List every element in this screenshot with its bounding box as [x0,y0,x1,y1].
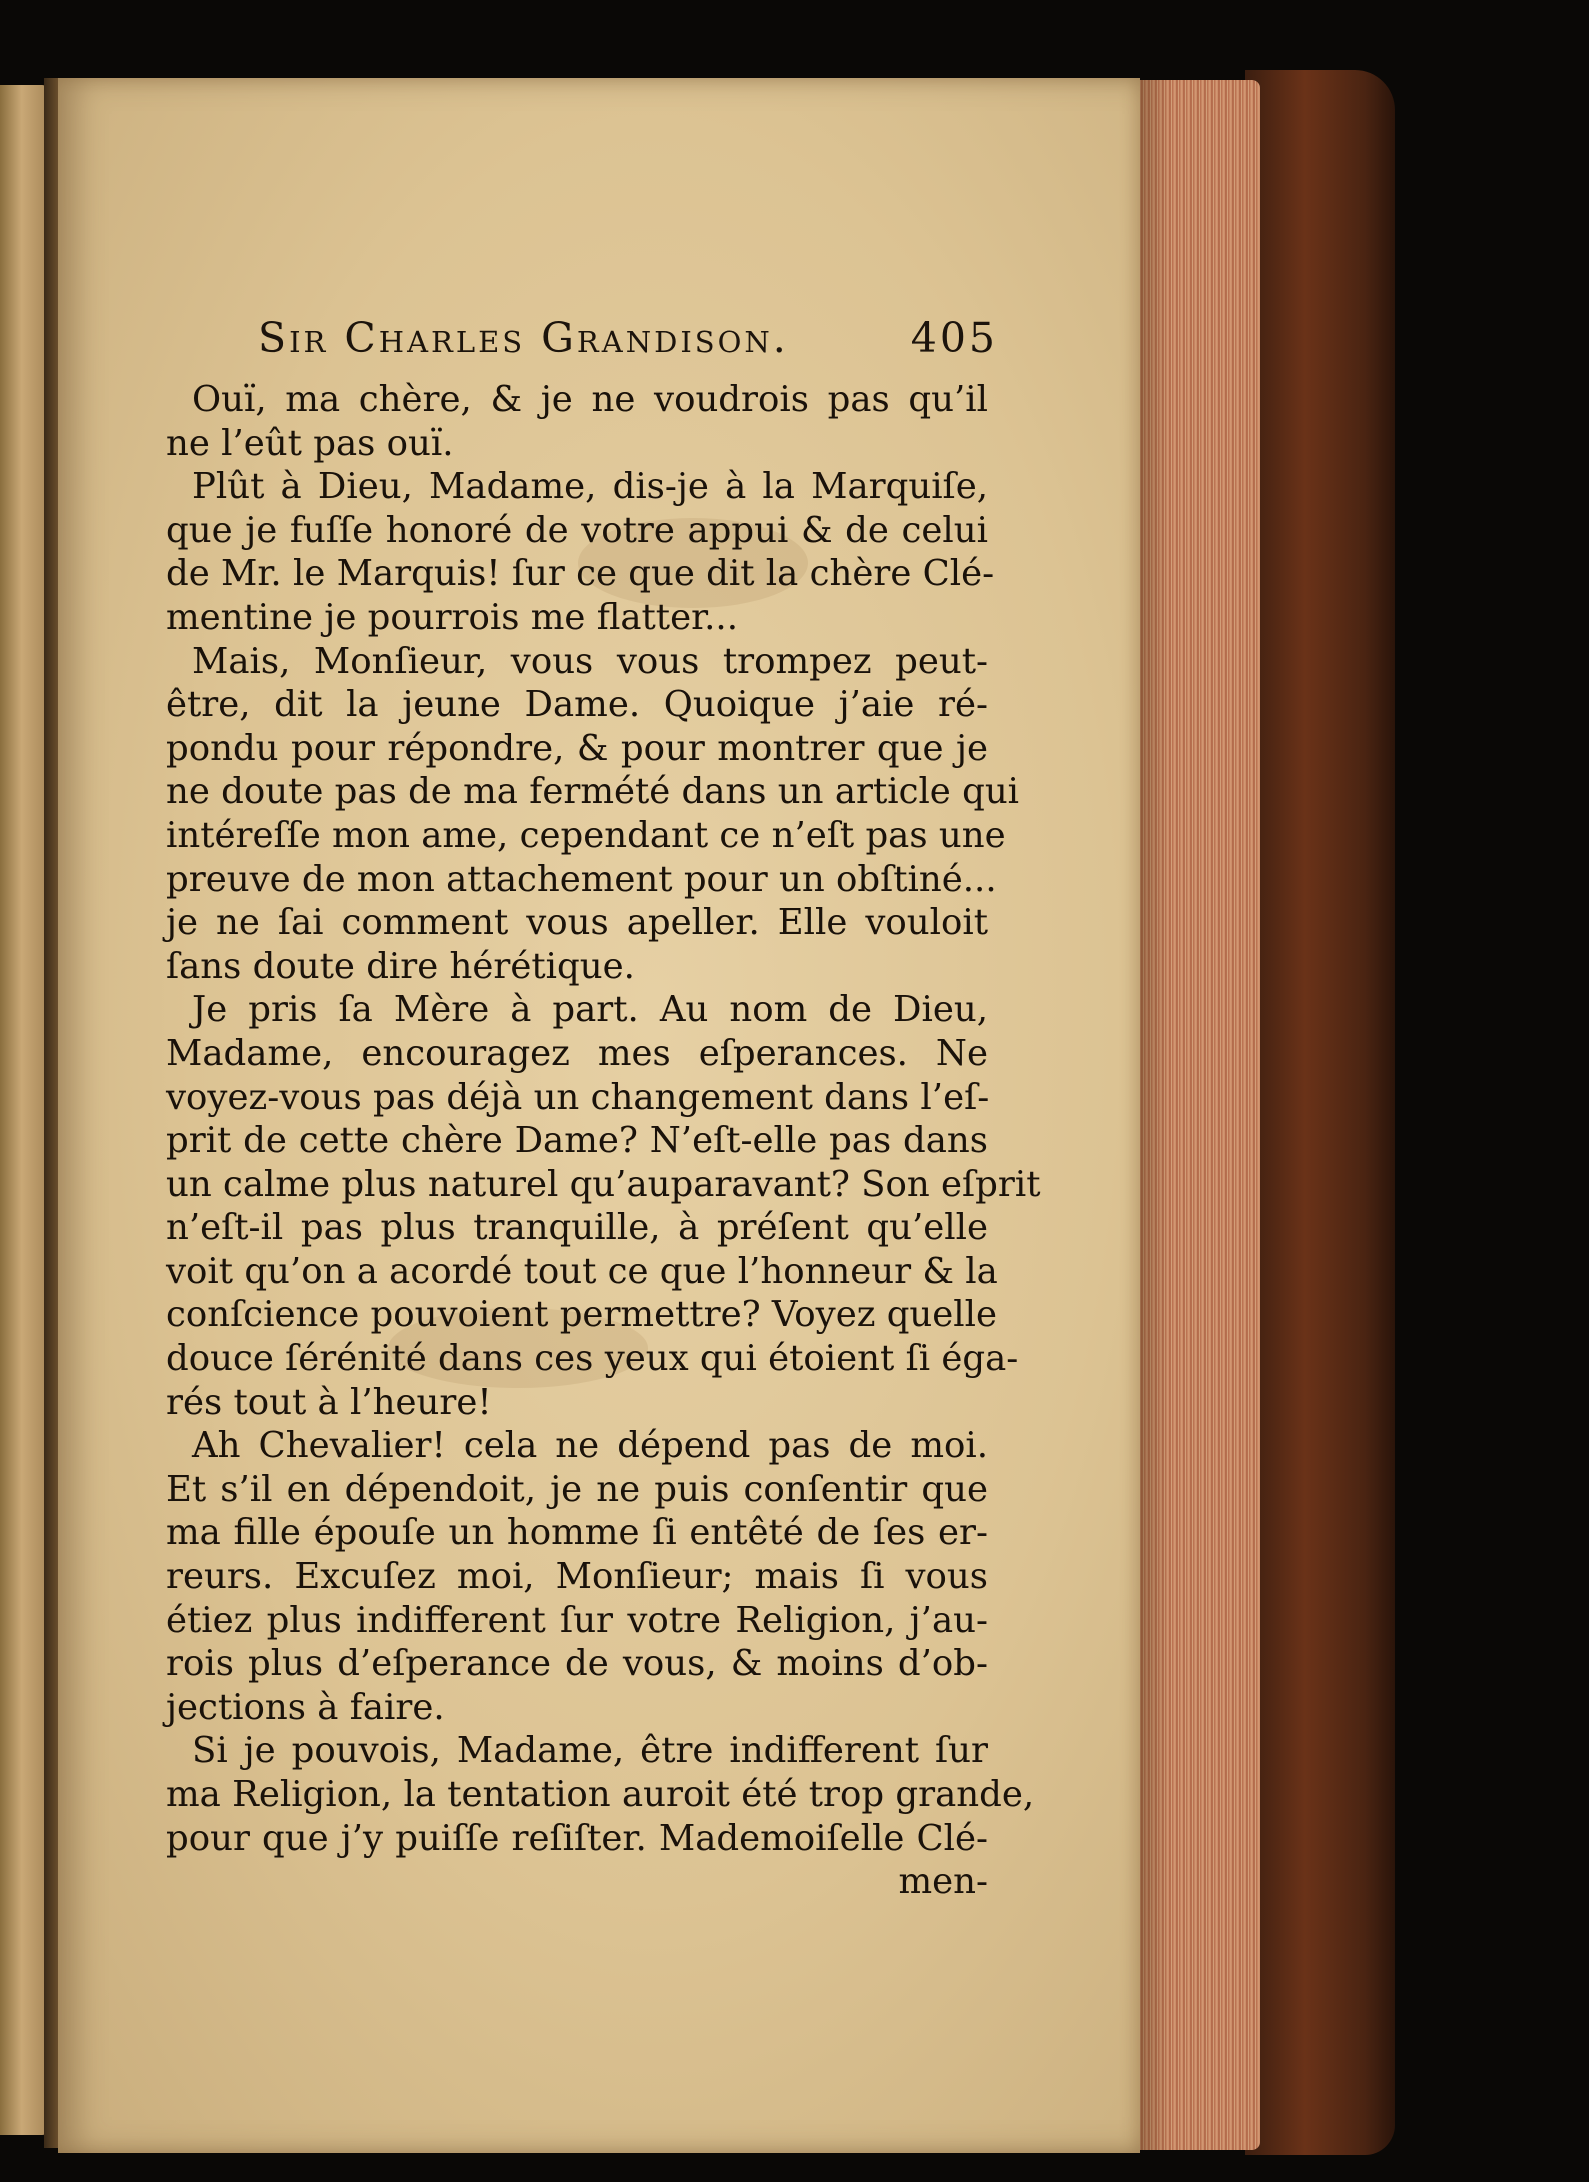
text-line: voit qu’on a acordé tout ce que l’honneur & la [166,1250,998,1292]
text-line: Si je pouvois, Madame, être indifferent ſur [192,1730,988,1772]
text-line: Je pris ſa Mère à part. Au nom de Dieu, [192,989,988,1031]
text-line: étiez plus indifferent ſur votre Religion, j’au- [166,1599,988,1641]
text-line: Mais, Monſieur, vous vous trompez peut- [192,640,988,682]
text-line: Plût à Dieu, Madame, dis-je à la Marquiſe, [192,466,988,508]
page-number: 405 [910,314,998,362]
text-line: de Mr. le Marquis! ſur ce que dit la chère Clé- [166,553,995,595]
text-line: ma Religion, la tentation auroit été trop grande, [166,1774,1035,1815]
book-page [58,78,1140,2153]
running-head-title: Sir Charles Grandison. [258,314,789,362]
text-line: Ah Chevalier! cela ne dépend pas de moi. [192,1425,988,1467]
text-line: douce ſérénité dans ces yeux qui étoient ſi éga- [166,1338,1019,1380]
facing-page-edge [0,85,48,2135]
text-line: rés tout à l’heure! [166,1381,492,1423]
text-line: que je fuſſe honoré de votre appui & de celui [166,509,988,551]
text-line: je ne ſai comment vous apeller. Elle vouloit [166,902,988,944]
text-line: Et s’il en dépendoit, je ne puis conſentir que [166,1468,988,1510]
text-line: mentine je pourrois me flatter... [166,596,739,638]
text-line: conſcience pouvoient permettre? Voyez quelle [166,1294,998,1336]
text-line: jections à faire. [166,1686,445,1728]
text-line: pondu pour répondre, & pour montrer que je [166,727,988,769]
text-line: ne doute pas de ma fermété dans un article qui [166,771,1020,813]
body-text [166,378,1041,1904]
text-line: ma fille épouſe un homme ſi entêté de ſes er- [166,1512,988,1554]
text-line: reurs. Excuſez moi, Monſieur; mais ſi vous [166,1556,988,1598]
text-line: ſans doute dire hérétique. [166,945,635,987]
text-line: un calme plus naturel qu’auparavant? Son eſprit [166,1163,1041,1205]
text-line: voyez-vous pas déjà un changement dans l’eſ- [166,1076,990,1118]
text-line: Madame, encouragez mes eſperances. Ne [166,1032,988,1074]
text-line: n’eſt-il pas plus tranquille, à préſent qu’elle [166,1207,988,1249]
catchword: men- [898,1861,988,1903]
text-line: intéreſſe mon ame, cependant ce n’eſt pas une [166,814,1006,856]
text-line: preuve de mon attachement pour un obſtiné... [166,858,997,900]
leather-cover [1245,70,1395,2155]
running-head [258,314,998,374]
text-line: prit de cette chère Dame? N’eſt-elle pas dans [166,1120,988,1162]
text-line: être, dit la jeune Dame. Quoique j’aie ré- [166,684,988,726]
text-line: pour que j’y puiſſe reſiſter. Mademoiſelle Clé- [166,1817,988,1859]
text-line: rois plus d’eſperance de vous, & moins d’ob- [166,1643,988,1685]
text-line: ne l’eût pas ouï. [166,422,454,464]
text-line: Ouï, ma chère, & je ne voudrois pas qu’il [192,379,988,420]
